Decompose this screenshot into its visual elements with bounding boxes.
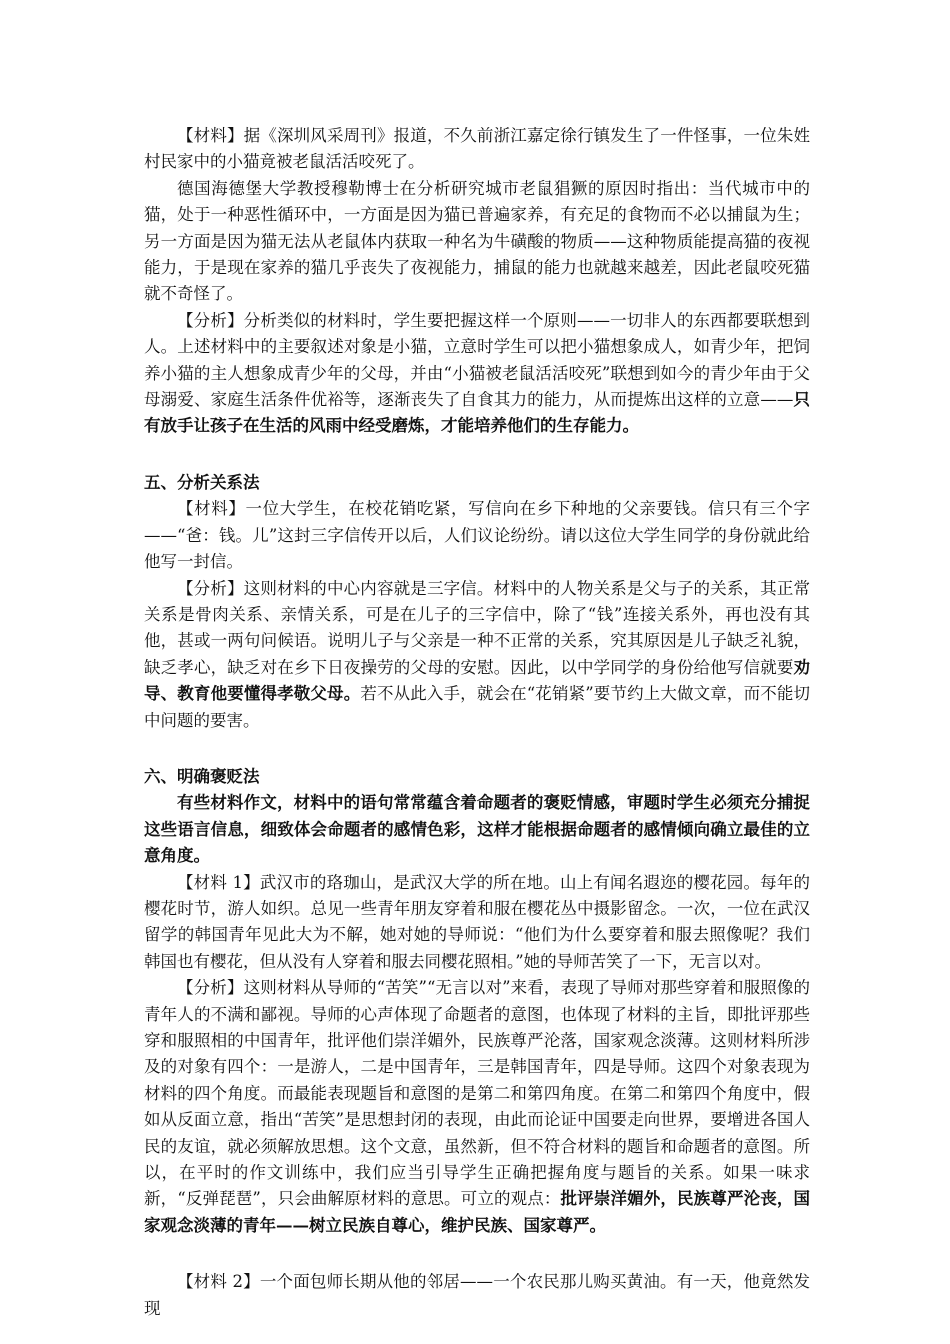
document-page bbox=[144, 123, 810, 1322]
analysis-paragraph bbox=[144, 576, 810, 734]
material-paragraph bbox=[144, 496, 810, 575]
analysis-text: 这则材料从导师的“苦笑”“无言以对”来看，表现了导师对那些穿着和服照像的青年人的不满和鄙视。导师的心声体现了命题者的意图，也体现了材料的主旨，即批评那些穿和服照相的中国青年，批评他们崇洋媚外，民族尊严沦落，国家观念淡薄。这则材料所涉及的对象有四个：一是游人，二是中国青年，三是韩国青年，四是导师。这四个对象表现为材料的四个角度。而最能表现题旨和意图的是第二和第四角度。在第二和第四个角度中，假如从反面立意，指出“苦笑”是思想封闭的表现，由此而论证中国要走向世界，要增进各国人民的友谊，就必须解放思想。这个文意，虽然新，但不符合材料的题旨和命题者的意图。所以，在平时的作文训练中，我们应当引导学生正确把握角度与题旨的关系。如果一味求新，“反弹琵琶”，只会曲解原材料的意思。可立的观点： bbox=[144, 978, 811, 1209]
material-paragraph bbox=[144, 123, 810, 176]
material-1-paragraph bbox=[144, 870, 810, 976]
analysis-tag: 【分析】 bbox=[177, 578, 244, 598]
material-text: 一个面包师长期从他的邻居——一个农民那儿购买黄油。有一天，他竟然发现 bbox=[144, 1272, 810, 1318]
section-intro: 有些材料作文，材料中的语句常常蕴含着命题者的褒贬情感，审题时学生必须充分捕捉这些语言信息，细致体会命题者的感情色彩，这样才能根据命题者的感情倾向确立最佳的立意角度。 bbox=[144, 793, 810, 866]
material-tag: 【材料 1】 bbox=[177, 872, 260, 892]
analysis-text: 分析类似的材料时，学生要把握这样一个原则——一切非人的东西都要联想到人。上述材料中的主要叙述对象是小猫，立意时学生可以把小猫想象成人，如青少年，把饲养小猫的主人想象成青少年的父母，并由“小猫被老鼠活活咬死”联想到如今的青少年由于父母溺爱、家庭生活条件优裕等，逐渐丧失了自食其力的能力，从而提炼出这样的立意—— bbox=[144, 310, 811, 410]
material-text: 一位大学生，在校花销吃紧，写信向在乡下种地的父亲要钱。信只有三个字——“爸：钱。儿”这封三字信传开以后，人们议论纷纷。请以这位大学生同学的身份就此给他写一封信。 bbox=[144, 499, 810, 572]
analysis-tag: 【分析】 bbox=[177, 310, 244, 330]
analysis-tail: 若不从此入手，就会在“花销紧”要节约上大做文章，而不能切中问题的要害。 bbox=[144, 684, 810, 730]
section-heading-5: 五、分析关系法 bbox=[144, 472, 260, 492]
analysis-paragraph bbox=[144, 308, 810, 440]
material-text: 武汉市的珞珈山，是武汉大学的所在地。山上有闻名遐迩的樱花园。每年的樱花时节，游人如织。总见一些青年朋友穿着和服在樱花丛中摄影留念。一次，一位在武汉留学的韩国青年见此大为不解，她对她的导师说：“他们为什么要穿着和服去照像呢？我们韩国也有樱花，但从没有人穿着和服去同樱花照相。”她的导师苦笑了一下，无言以对。 bbox=[144, 872, 810, 971]
material-2-paragraph bbox=[144, 1269, 810, 1322]
material-tag: 【材料】 bbox=[177, 126, 244, 145]
analysis-conclusion: 只有放手让孩子在生活的风雨中经受磨炼，才能培养他们的生存能力。 bbox=[144, 390, 811, 436]
analysis-tag: 【分析】 bbox=[177, 978, 244, 998]
analysis-text: 这则材料的中心内容就是三字信。材料中的人物关系是父与子的关系，其正常关系是骨肉关系、亲情关系，可是在儿子的三字信中，除了“钱”连接关系外，再也没有其他，甚或一两句问候语。说明儿子与父亲是一种不正常的关系，究其原因是儿子缺乏礼貌，缺乏孝心，缺乏对在乡下日夜操劳的父母的安慰。因此，以中学同学的身份给他写信就要 bbox=[144, 578, 811, 677]
analysis-conclusion: 劝导、教育他要懂得孝敬父母。 bbox=[144, 657, 810, 704]
material-paragraph-2: 德国海德堡大学教授穆勒博士在分析研究城市老鼠猖獗的原因时指出：当代城市中的猫，处于一种恶性循环中，一方面是因为猫已普遍家养，有充足的食物而不必以捕鼠为生；另一方面是因为猫无法从老鼠体内获取一种名为牛磺酸的物质——这种物质能提高猫的夜视能力，于是现在家养的猫几乎丧失了夜视能力，捕鼠的能力也就越来越差，因此老鼠咬死猫就不奇怪了。 bbox=[144, 178, 810, 304]
material-tag: 【材料】 bbox=[177, 499, 246, 519]
material-text: 据《深圳风采周刊》报道，不久前浙江嘉定徐行镇发生了一件怪事，一位朱姓村民家中的小猫竟被老鼠活活咬死了。 bbox=[144, 126, 811, 172]
analysis-conclusion: 批评崇洋媚外，民族尊严沦丧，国家观念淡薄的青年——树立民族自尊心，维护民族、国家尊严。 bbox=[144, 1189, 810, 1235]
section-heading-6: 六、明确褒贬法 bbox=[144, 766, 260, 786]
analysis-paragraph bbox=[144, 975, 810, 1239]
material-tag: 【材料 2】 bbox=[177, 1272, 260, 1292]
